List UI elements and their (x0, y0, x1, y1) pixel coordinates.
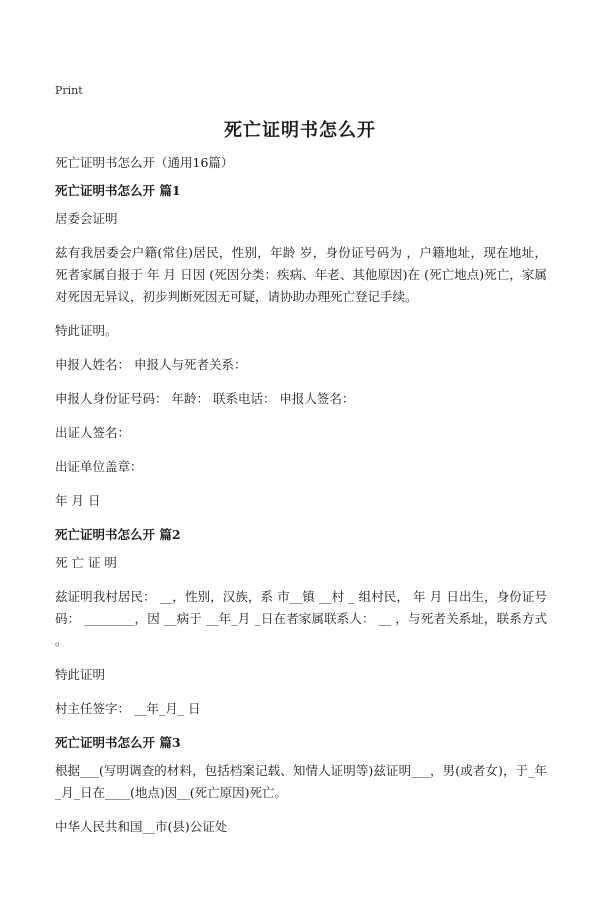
print-label[interactable]: Print (55, 84, 83, 97)
section-1-paragraph: 兹有我居委会户籍(常住)居民，性别，年龄 岁，身份证号码为 ，户籍地址，现在地址，死者家属自报于 年 月 日因 (死因分类：疾病、年老、其他原因)在 (死亡地点)死亡，家属对死因无异议，初步判断死因无可疑，请协助办理死亡登记手续。 (55, 245, 547, 304)
section-heading-1: 死亡证明书怎么开 篇1 (55, 183, 181, 198)
section-1-paragraph: 年 月 日 (55, 493, 101, 508)
section-1-paragraph: 居委会证明 (55, 211, 118, 226)
section-3-paragraph: 根据___(写明调查的材料，包括档案记载、知情人证明等)兹证明___，男(或者女)，于_年_月_日在____(地点)因__(死亡原因)死亡。 (55, 763, 547, 800)
section-1-paragraph: 申报人身份证号码： 年龄： 联系电话： 申报人签名： (55, 391, 355, 406)
document-body (55, 152, 547, 850)
section-2-paragraph: 死 亡 证 明 (55, 555, 117, 570)
section-1-paragraph: 出证单位盖章： (55, 459, 143, 474)
section-2-paragraph: 村主任签字： __年_月_ 日 (55, 701, 201, 716)
section-1-paragraph: 申报人姓名： 申报人与死者关系： (55, 357, 247, 372)
section-1-paragraph: 特此证明。 (55, 323, 118, 338)
section-2-paragraph: 特此证明 (55, 667, 106, 682)
section-1-paragraph: 出证人签名： (55, 425, 131, 440)
section-3-paragraph: 中华人民共和国__市(县)公证处 (55, 819, 228, 834)
document-subtitle: 死亡证明书怎么开（通用16篇） (55, 155, 234, 170)
section-2-paragraph: 兹证明我村居民： __，性别，汉族，系 市__镇 __村 _ 组村民， 年 月 日出生，身份证号码： ________，因 __病于 __年_月 _日在者家属联系人： __ ，与死者关系址，联系方式 。 (55, 589, 547, 648)
page-title: 死亡证明书怎么开 (224, 120, 376, 141)
section-heading-2: 死亡证明书怎么开 篇2 (55, 527, 181, 542)
section-heading-3: 死亡证明书怎么开 篇3 (55, 735, 181, 750)
